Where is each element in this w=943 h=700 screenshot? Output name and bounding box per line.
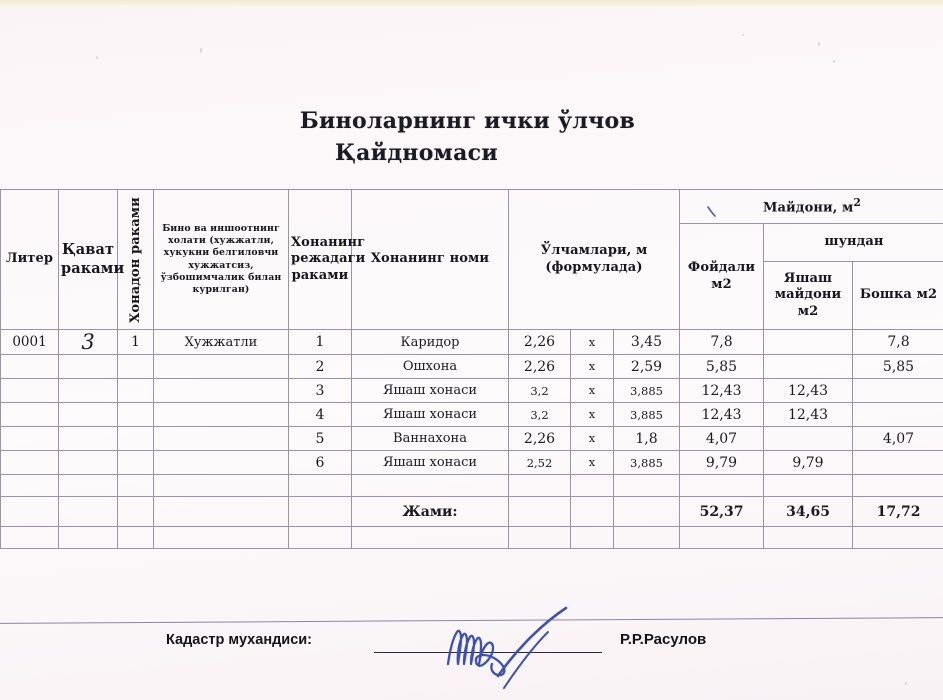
cell-building-condition [154, 451, 289, 475]
cell-liter [1, 451, 59, 475]
cell-empty [154, 475, 289, 497]
footer-divider [0, 617, 943, 624]
header-area-group-label: Майдони, м [763, 200, 854, 216]
header-room-name: Хонанинг номи [352, 190, 509, 330]
header-row-1 [1, 190, 943, 224]
cell-empty [118, 497, 154, 527]
table-row [1, 451, 943, 475]
table-header [1, 190, 943, 330]
cell-room-plan-number: 3 [289, 379, 352, 403]
cell-dimension-multiply: x [571, 451, 614, 475]
cell-empty [571, 497, 614, 527]
table-row [1, 403, 943, 427]
cell-total-useful-area: 52,37 [680, 497, 764, 527]
cell-dimension-b: 3,885 [614, 451, 680, 475]
table-row [1, 379, 943, 403]
table-row-total [1, 497, 943, 527]
cell-empty [59, 497, 118, 527]
cell-total-other-area: 17,72 [853, 497, 943, 527]
table-row [1, 330, 943, 355]
scan-speck [200, 48, 202, 53]
cell-liter [1, 379, 59, 403]
cell-living-area [764, 330, 853, 355]
measurement-table [0, 189, 943, 549]
cell-dimension-b: 3,885 [614, 403, 680, 427]
cell-empty [680, 475, 764, 497]
header-living-area: Яшаш майдони м2 [764, 262, 853, 330]
cell-dimension-b: 2,59 [614, 355, 680, 379]
header-useful-area: Фойдали м2 [680, 224, 764, 330]
cell-empty [154, 497, 289, 527]
cell-floor-number: 3 [59, 330, 118, 355]
cell-dimension-a: 2,52 [509, 451, 571, 475]
header-apartment-number [118, 190, 154, 330]
cell-floor-number [59, 451, 118, 475]
cell-empty [1, 475, 59, 497]
signature-block [0, 626, 943, 666]
engineer-name: Р.Р.Расулов [620, 631, 707, 648]
cell-empty [289, 475, 352, 497]
cell-floor-number [59, 403, 118, 427]
header-room-plan-number: Хонанинг режадаги раками [289, 190, 352, 330]
cell-other-area: 7,8 [853, 330, 943, 355]
cell-empty [59, 475, 118, 497]
header-other-area: Бошка м2 [853, 262, 943, 330]
cell-total-living-area: 34,65 [764, 497, 853, 527]
cell-empty [289, 497, 352, 527]
cell-empty [352, 475, 509, 497]
cell-empty [614, 475, 680, 497]
cell-apartment-number [118, 451, 154, 475]
cell-useful-area: 12,43 [680, 403, 764, 427]
cell-total-label: Жами: [352, 497, 509, 527]
cell-empty [1, 527, 59, 549]
cell-dimension-b: 1,8 [614, 427, 680, 451]
page-title [0, 106, 943, 170]
cell-floor-number [59, 355, 118, 379]
cell-useful-area: 7,8 [680, 330, 764, 355]
cell-room-name: Яшаш хонаси [352, 403, 509, 427]
cell-liter [1, 427, 59, 451]
cell-dimension-multiply: x [571, 330, 614, 355]
engineer-label: Кадастр мухандиси: [166, 632, 312, 648]
cell-room-name: Ошхона [352, 355, 509, 379]
header-dimensions: Ўлчамлари, м (формулада) [509, 190, 680, 330]
scan-speck [833, 60, 835, 63]
cell-empty [509, 475, 571, 497]
cell-useful-area: 9,79 [680, 451, 764, 475]
cell-floor-number [59, 427, 118, 451]
signature-line [374, 652, 602, 653]
cell-living-area [764, 427, 853, 451]
cell-dimension-multiply: x [571, 427, 614, 451]
cell-building-condition [154, 355, 289, 379]
cell-other-area: 5,85 [853, 355, 943, 379]
cell-empty [509, 497, 571, 527]
cell-other-area [853, 403, 943, 427]
page-title-line-1: Биноларнинг ички ўлчов [299, 108, 636, 134]
cell-empty [154, 527, 289, 549]
cell-other-area [853, 379, 943, 403]
cell-empty [118, 475, 154, 497]
cell-useful-area: 12,43 [680, 379, 764, 403]
cell-building-condition [154, 427, 289, 451]
header-liter: Литер [1, 190, 59, 330]
header-area-group-sup: 2 [853, 196, 861, 210]
cell-building-condition [154, 403, 289, 427]
cell-empty [853, 475, 943, 497]
cell-room-plan-number: 2 [289, 355, 352, 379]
cell-room-name: Ваннахона [352, 427, 509, 451]
cell-apartment-number [118, 403, 154, 427]
cell-empty [614, 497, 680, 527]
table-row-empty [1, 475, 943, 497]
cell-living-area: 9,79 [764, 451, 853, 475]
cell-building-condition: Хужжатли [154, 330, 289, 355]
page-title-line-2: Қайдномаси [335, 139, 498, 166]
header-area-group [680, 190, 943, 224]
cell-empty [571, 527, 614, 549]
cell-dimension-b: 3,45 [614, 330, 680, 355]
cell-other-area [853, 451, 943, 475]
cell-dimension-multiply: x [571, 403, 614, 427]
cell-dimension-a: 2,26 [509, 330, 571, 355]
cell-empty [118, 527, 154, 549]
cell-room-plan-number: 5 [289, 427, 352, 451]
table-row-empty [1, 527, 943, 549]
cell-dimension-a: 2,26 [509, 427, 571, 451]
header-apartment-number-label: Хонадон раками [127, 196, 143, 323]
cell-room-name: Каридор [352, 330, 509, 355]
cell-empty [509, 527, 571, 549]
cell-empty [853, 527, 943, 549]
header-floor-number: Қават раками [59, 190, 118, 330]
cell-empty [680, 527, 764, 549]
cell-empty [352, 527, 509, 549]
cell-empty [1, 497, 59, 527]
handwritten-signature [440, 604, 620, 689]
cell-dimension-b: 3,885 [614, 379, 680, 403]
cell-room-name: Яшаш хонаси [352, 379, 509, 403]
cell-empty [614, 527, 680, 549]
cell-living-area [764, 355, 853, 379]
cell-building-condition [154, 379, 289, 403]
cell-apartment-number: 1 [118, 330, 154, 355]
header-building-condition: Бино ва иншоотнинг холати (хужжатли, хукукни белгиловчи хужжатсиз, ўзбошимчалик билан курилган) [154, 190, 289, 330]
cell-dimension-multiply: x [571, 355, 614, 379]
table-body [1, 330, 943, 549]
cell-liter [1, 403, 59, 427]
cell-dimension-a: 3,2 [509, 403, 571, 427]
cell-empty [764, 475, 853, 497]
scan-speck [905, 682, 907, 685]
cell-floor-number [59, 379, 118, 403]
cell-apartment-number [118, 379, 154, 403]
cell-empty [571, 475, 614, 497]
cell-apartment-number [118, 355, 154, 379]
cell-liter [1, 355, 59, 379]
cell-room-plan-number: 6 [289, 451, 352, 475]
cell-living-area: 12,43 [764, 379, 853, 403]
cell-empty [59, 527, 118, 549]
cell-living-area: 12,43 [764, 403, 853, 427]
scan-speck [96, 56, 98, 59]
cell-useful-area: 5,85 [680, 355, 764, 379]
cell-room-name: Яшаш хонаси [352, 451, 509, 475]
cell-useful-area: 4,07 [680, 427, 764, 451]
table-row [1, 427, 943, 451]
cell-dimension-multiply: x [571, 379, 614, 403]
cell-room-plan-number: 4 [289, 403, 352, 427]
cell-apartment-number [118, 427, 154, 451]
cell-room-plan-number: 1 [289, 330, 352, 355]
cell-other-area: 4,07 [853, 427, 943, 451]
cell-dimension-a: 3,2 [509, 379, 571, 403]
cell-liter: 0001 [1, 330, 59, 355]
header-of-which: шундан [764, 224, 943, 262]
cell-empty [764, 527, 853, 549]
table-row [1, 355, 943, 379]
scan-speck [742, 34, 744, 36]
cell-empty [289, 527, 352, 549]
cell-dimension-a: 2,26 [509, 355, 571, 379]
scan-speck [818, 42, 820, 46]
